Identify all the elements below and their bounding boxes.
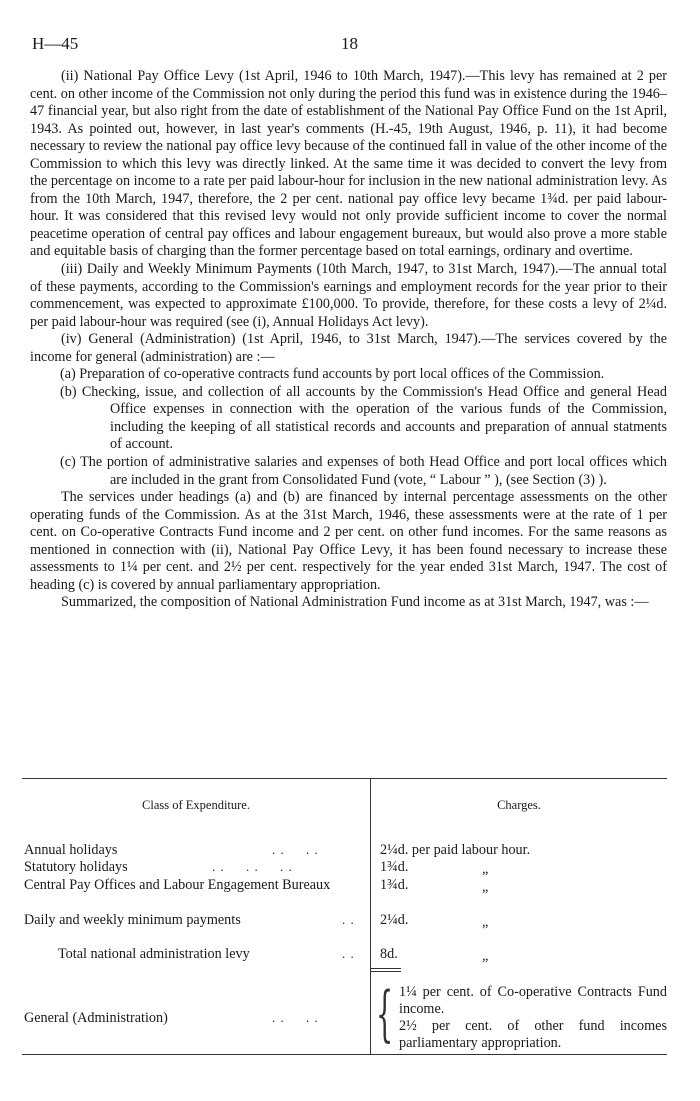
ditto-mark: „ (482, 879, 489, 895)
paragraph-assessments: The services under headings (a) and (b) are financed by internal percentage assessments on the other operating funds of the Commission. As at the 31st March, 1946, these assessments were at the rate of 1 per cent. on Co-operative Contracts Fund income and 2 per cent. on other fund incomes. For the same reasons as mentioned in connection with (ii), National Pay Office Levy, it has been found necessary to increase these assessments to 1¼ per cent. and 2½ per cent. respectively for the year ended 31st March, 1947. The cost of heading (c) is covered by annual parliamentary appropriation. (30, 489, 667, 593)
paragraph-summary: Summarized, the composition of National Administration Fund income as at 31st March, 1947, was :— (61, 594, 649, 611)
table-column-divider (370, 778, 371, 1054)
table-row-charge: 2¼d. per paid labour hour. (380, 842, 531, 858)
table-row-label: Daily and weekly minimum payments (24, 912, 241, 928)
table-top-rule (22, 778, 667, 779)
ditto-mark: „ (482, 861, 489, 877)
column-header-charges: Charges. (497, 798, 541, 812)
table-row-label-text: Central Pay Offices and Labour Engagement Bureaux (24, 877, 331, 893)
leader-dots: . . . . (272, 1010, 319, 1025)
column-header-class: Class of Expenditure. (142, 798, 250, 812)
table-row-charge: 2¼d. (380, 912, 409, 928)
table-row-charge: 1¾d. (380, 859, 409, 875)
list-item-c: (c) The portion of administrative salaries and expenses of both Head Office and port local offices which are included in the grant from Consolidated Fund (vote, “ Labour ” ), (see Section (3) ). (60, 454, 667, 488)
total-row-charge: 8d. (380, 946, 398, 962)
leader-dots: . . . . . . (212, 859, 293, 874)
double-rule (371, 968, 401, 969)
table-row-label: Annual holidays (24, 842, 118, 858)
general-row-label: General (Administration) (24, 1010, 168, 1026)
general-charge-line-2: 2½ per cent. of other fund incomes parliamentary appropriation. (399, 1018, 667, 1051)
list-item-a: (a) Preparation of co-operative contracts fund accounts by port local offices of the Commission. (60, 366, 605, 383)
general-charge-line-1: 1¼ per cent. of Co-operative Contracts Fund income. (399, 984, 667, 1017)
table-bottom-rule (22, 1054, 667, 1055)
ditto-mark: „ (482, 948, 489, 964)
double-rule (371, 971, 401, 972)
left-brace-icon: { (376, 979, 394, 1049)
paragraph-general-administration: (iv) General (Administration) (1st April, 1946, to 31st March, 1947).—The services covered by the income for general (administration) are :— (30, 331, 667, 365)
leader-dots: . . . . (272, 842, 319, 857)
list-item-b: (b) Checking, issue, and collection of all accounts by the Commission's Head Office and general Head Office expenses in connection with the operation of the various funds of the Commission, including the keeping of all statistical records and accounts and preparation of annual statments of account. (60, 383, 667, 453)
table-row-label: Statutory holidays (24, 859, 128, 875)
table-row-charge: 1¾d. (380, 877, 409, 893)
paragraph-minimum-payments: (iii) Daily and Weekly Minimum Payments (10th March, 1947, to 31st March, 1947).—The annual total of these payments, according to the Commission's earnings and employment records for the year prior to their commencement, was expected to approximate £100,000. To provide, therefore, for these costs a levy of 2¼d. per paid labour-hour was required (see (i), Annual Holidays Act levy). (30, 261, 667, 330)
ditto-mark: „ (482, 914, 489, 930)
leader-dots: . . (342, 912, 355, 927)
page-number: 18 (341, 34, 358, 53)
report-reference: H—45 (32, 34, 79, 53)
leader-dots: . . (342, 946, 355, 961)
table-row-label (24, 877, 364, 895)
body-text (30, 68, 667, 612)
paragraph-national-pay-office-levy: (ii) National Pay Office Levy (1st April, 1946 to 10th March, 1947).—This levy has remained at 2 per cent. on other income of the Commission not only during the period this fund was in existence during the 1946–47 financial year, but also right from the date of establishment of the National Pay Office Fund on the 1st April, 1943. As pointed out, however, in last year's comments (H.-45, 19th August, 1946, p. 11), it had become necessary to review the national pay office levy because of the continued fall in value of the other income of the Commission to which this levy was directly linked. At the same time it was decided to convert the levy from the percentage on income to a rate per paid labour-hour for inclusion in the new national administration levy. As from the 10th March, 1947, therefore, the 2 per cent. national pay office levy became 1¾d. per paid labour-hour. It was considered that this revised levy would not only provide sufficient income to cover the normal peacetime operation of central pay offices and labour engagement bureaux, but would also prove a more stable and equitable basis of charging than the former percentage based on total earnings, ordinary and overtime. (30, 68, 667, 260)
total-row-label: Total national administration levy (58, 946, 250, 962)
